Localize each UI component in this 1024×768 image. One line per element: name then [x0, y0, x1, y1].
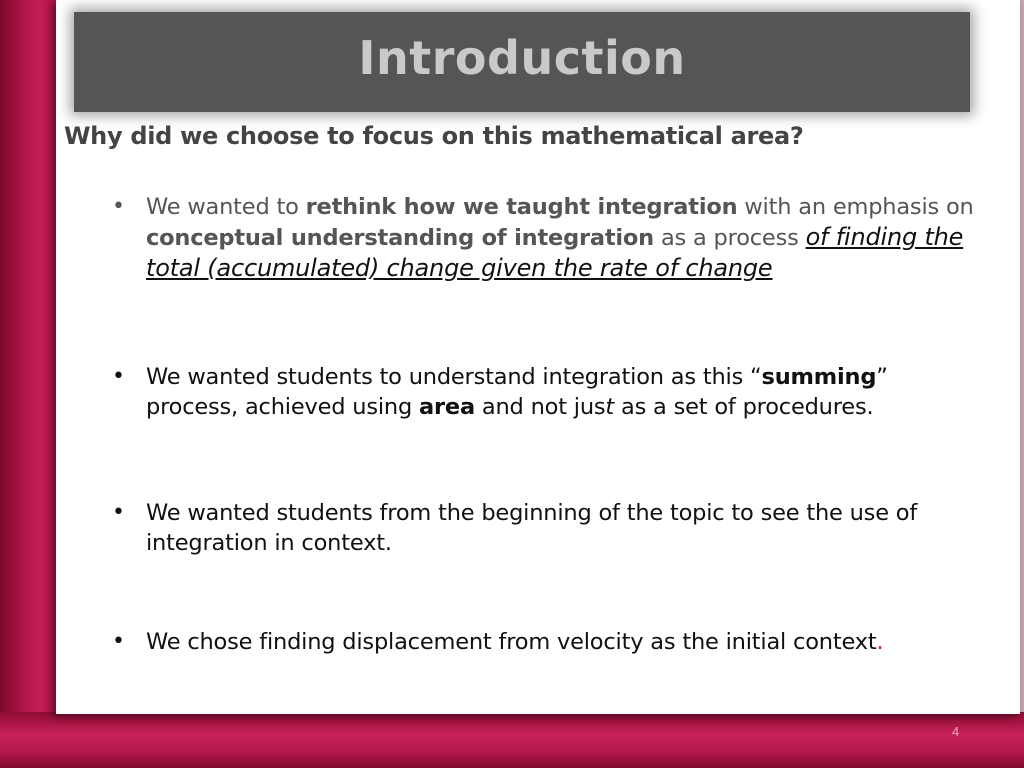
slide-title: Introduction — [358, 31, 686, 85]
bullet-bold-text: summing — [761, 364, 877, 390]
bullet-item — [112, 627, 974, 657]
bullet-bold-text: rethink how we taught integration — [305, 194, 738, 220]
bullet-marker: • — [112, 629, 125, 654]
bullet-text: We wanted students from the beginning of the topic to see the use of integration in context. — [146, 500, 918, 556]
bullet-text: with an emphasis on — [737, 194, 974, 220]
bullet-item — [112, 362, 974, 422]
bullet-text: We chose finding displacement from velocity as the initial context — [146, 629, 877, 655]
bullet-text: as a process — [654, 225, 806, 251]
bullet-bold-text: conceptual understanding of integration — [146, 225, 654, 251]
bullet-marker: • — [112, 364, 125, 389]
frame-left-border — [0, 0, 58, 768]
page-number: 4 — [952, 724, 960, 739]
bullet-italic-text: t — [605, 394, 615, 420]
bullet-red-period: . — [876, 629, 884, 655]
bullet-bold-text: area — [419, 394, 475, 420]
bullet-emphasis-text: of finding the total (accumulated) change given the rate of change — [146, 223, 964, 282]
bullet-text: ” process, achieved using — [146, 364, 888, 420]
title-bar — [74, 12, 970, 112]
bullet-marker: • — [112, 500, 125, 525]
frame-right-edge — [1020, 0, 1024, 712]
slide-card — [56, 0, 1020, 714]
bullet-text: as a set of procedures. — [614, 394, 874, 420]
bullet-text: We wanted students to understand integration as this “ — [146, 364, 762, 390]
bullet-item — [112, 498, 974, 558]
bullet-text: and not jus — [474, 394, 606, 420]
slide-question: Why did we choose to focus on this mathematical area? — [64, 122, 804, 150]
frame-bottom-border — [0, 712, 1024, 768]
bullet-marker: • — [112, 194, 125, 219]
bullet-text: We wanted to — [146, 194, 306, 220]
bullet-item — [112, 192, 974, 284]
